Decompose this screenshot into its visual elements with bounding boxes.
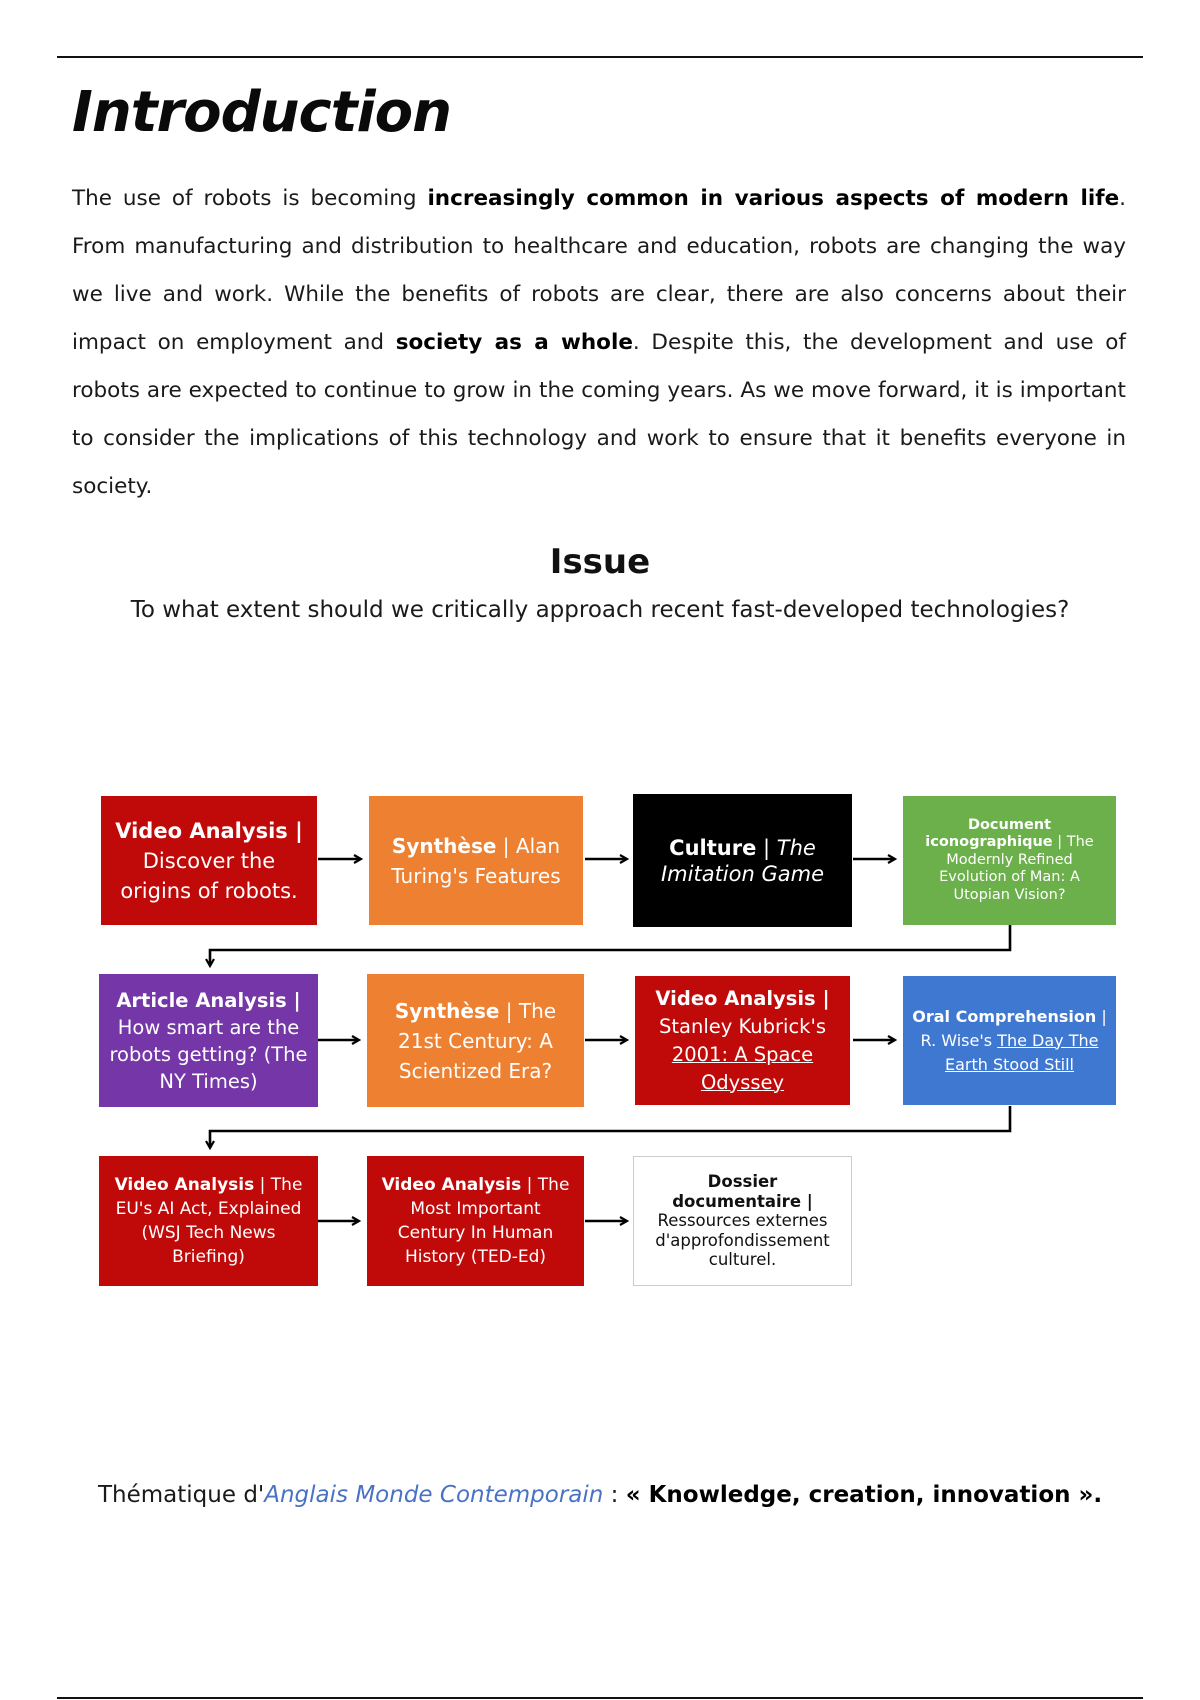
flow-box-7-pre: Stanley Kubrick's (658, 1014, 826, 1038)
flow-box-9-sep: | (254, 1175, 271, 1195)
flow-box-4-text: The Modernly Refined Evolution of Man: A Utopian Vision? (939, 834, 1094, 903)
footer-course-name: Anglais Monde Contemporain (264, 1482, 604, 1508)
footer-pre: Thématique d' (98, 1482, 265, 1508)
intro-bold-2: society as a whole (395, 330, 633, 355)
flow-box-10-sep: | (521, 1175, 538, 1195)
footer-theme: « Knowledge, creation, innovation ». (625, 1482, 1103, 1508)
flow-box-6-text: The 21st Century: A Scientized Era? (398, 998, 557, 1083)
intro-text-1: The use of robots is becoming (72, 186, 428, 211)
flow-box-dossier-documentaire (633, 1156, 852, 1286)
flow-box-7-label: Video Analysis | (655, 986, 830, 1010)
bottom-rule (57, 1697, 1143, 1699)
flow-box-oral-comprehension (903, 976, 1116, 1105)
issue-question: To what extent should we critically approach recent fast-developed technologies? (130, 597, 1070, 623)
flow-box-8-pre: | R. Wise's (920, 1006, 1107, 1050)
issue-heading: Issue (549, 542, 651, 582)
footer-sep: : (603, 1482, 626, 1508)
flow-box-8-link[interactable]: The Day The Earth Stood Still (944, 1030, 1099, 1074)
flow-box-6-sep: | (499, 998, 519, 1023)
flow-box-2-text: Alan Turing's Features (391, 833, 561, 888)
flow-box-5-text: How smart are the robots getting? (The NY Times) (109, 1015, 308, 1093)
flow-box-11-label: Dossier documentaire | (672, 1172, 813, 1211)
arrow-8-9-wrap (210, 1106, 1010, 1148)
flow-box-10-label: Video Analysis (381, 1175, 522, 1195)
flow-box-3-label: Culture (669, 835, 757, 860)
intro-text-2: . From manufacturing and distribution to healthcare and education, robots are changing the way we live and work. While the benefits of robots are clear, there are also concerns about their impact on employment and (72, 186, 1126, 355)
footer-thematique (98, 1482, 1148, 1508)
flow-box-video-analysis-ted-ed (367, 1156, 584, 1286)
flow-box-1-label: Video Analysis | (115, 818, 303, 843)
flow-box-4-sep: | (1052, 834, 1067, 851)
flow-box-9-text: The EU's AI Act, Explained (WSJ Tech News Briefing) (115, 1175, 303, 1267)
flow-box-3-text: The Imitation Game (660, 835, 824, 886)
flow-box-10-text: The Most Important Century In Human History (TED-Ed) (397, 1175, 570, 1267)
page-title: Introduction (72, 80, 452, 145)
flow-box-2-label: Synthèse (391, 833, 497, 858)
intro-text-3: . Despite this, the development and use of robots are expected to continue to grow in the coming years. As we move forward, it is important to consider the implications of this technology and work to ensure that it benefits everyone in society. (72, 330, 1126, 499)
flow-box-document-iconographique (903, 796, 1116, 925)
flow-box-video-analysis-kubrick (635, 976, 850, 1105)
flow-box-synthese-21st-century (367, 974, 584, 1107)
arrow-4-5-wrap (210, 925, 1010, 966)
intro-bold-1: increasingly common in various aspects of modern life (427, 186, 1120, 211)
flow-box-11-text: Ressources externes d'approfondissement culturel. (655, 1211, 830, 1270)
flow-box-6-label: Synthèse (394, 998, 500, 1023)
flow-box-1-text: Discover the origins of robots. (120, 848, 298, 903)
flow-box-8-label: Oral Comprehension (912, 1006, 1097, 1026)
flow-box-7-link[interactable]: 2001: A Space Odyssey (671, 1042, 814, 1094)
flow-box-article-analysis-nyt (99, 974, 318, 1107)
flow-box-video-analysis-origins (101, 796, 317, 925)
flow-box-video-analysis-eu-ai-act (99, 1156, 318, 1286)
flow-box-culture-imitation-game (633, 794, 852, 927)
flow-box-2-sep: | (496, 833, 516, 858)
flow-box-3-sep: | (756, 835, 777, 860)
flow-box-4-label: Document iconographique (925, 816, 1053, 851)
flow-box-5-label: Article Analysis | (116, 988, 301, 1012)
flow-box-9-label: Video Analysis (114, 1175, 255, 1195)
flow-box-synthese-turing (369, 796, 583, 925)
